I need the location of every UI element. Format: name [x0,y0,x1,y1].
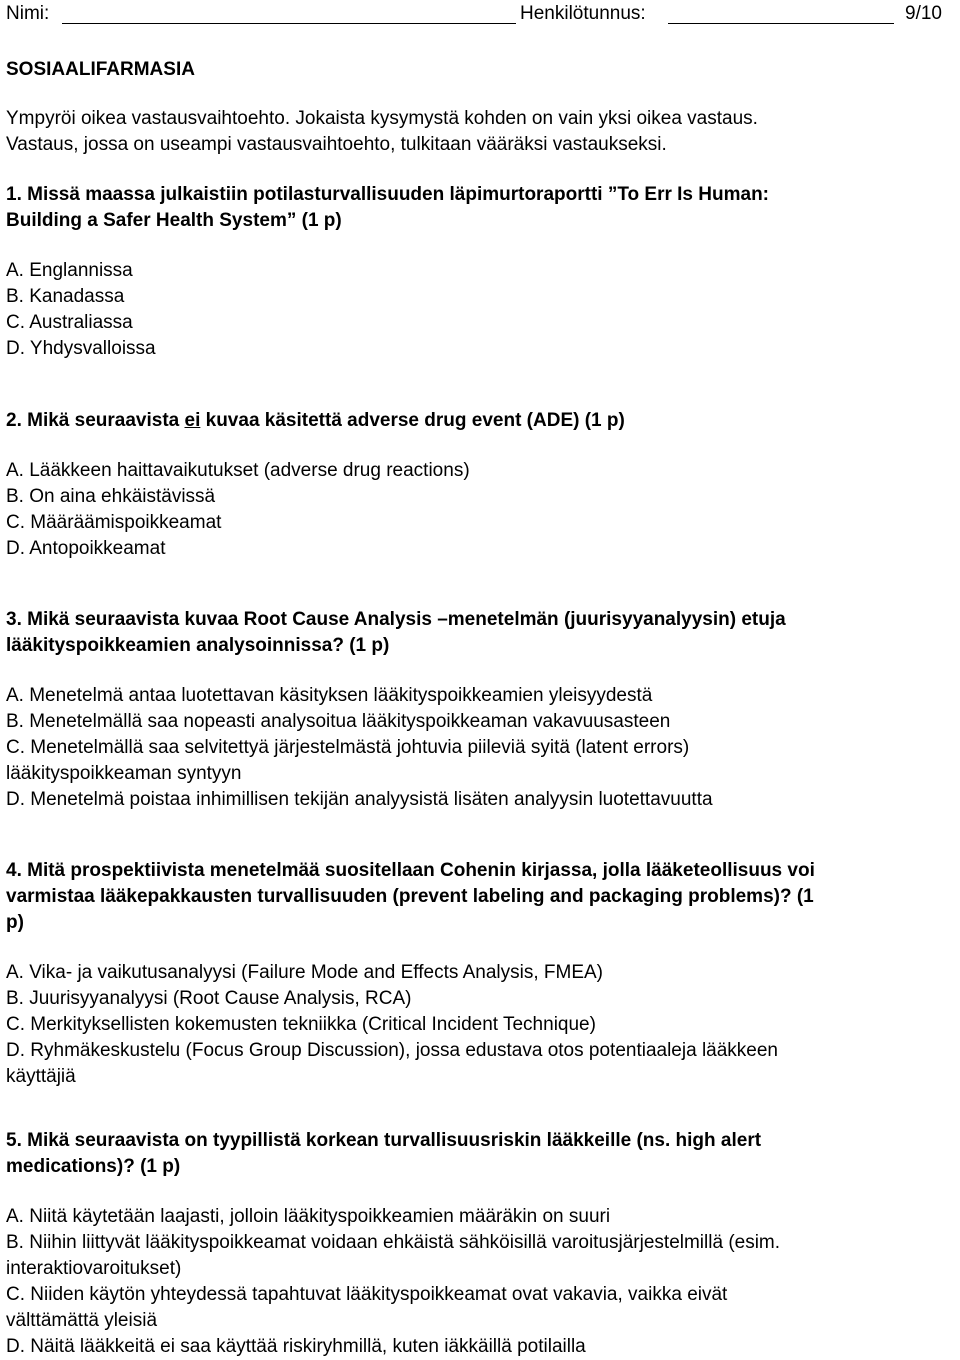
question-line: 4. Mitä prospektiivista menetelmää suositellaan Cohenin kirjassa, jolla lääketeollisuus voi [6,860,815,881]
answer-option[interactable]: B. Niihin liittyvät lääkityspoikkeamat voidaan ehkäistä sähköisillä varoitusjärjestelmillä (esim. [6,1232,781,1253]
answer-options [6,683,956,813]
page-header [6,2,942,26]
question-line: varmistaa lääkepakkausten turvallisuuden (prevent labeling and packaging problems)? (1 [6,886,814,907]
id-label: Henkilötunnus: [520,3,646,24]
question-line: p) [6,912,24,933]
question-line: 1. Missä maassa julkaistiin potilasturvallisuuden läpimurtoraportti ”To Err Is Human: [6,184,769,205]
id-line [668,23,894,24]
answer-option[interactable]: A. Englannissa [6,260,133,281]
instruction-line: Vastaus, jossa on useampi vastausvaihtoehto, tulkitaan vääräksi vastaukseksi. [6,134,667,155]
instructions [6,106,758,158]
name-line [62,23,516,24]
answer-option[interactable]: C. Menetelmällä saa selvitettyä järjestelmästä johtuvia piileviä syitä (latent errors) [6,737,690,758]
question-line: medications)? (1 p) [6,1156,181,1177]
question-text [6,1128,956,1180]
answer-option[interactable]: A. Vika- ja vaikutusanalyysi (Failure Mode and Effects Analysis, FMEA) [6,962,603,983]
question-text [6,408,956,434]
name-label: Nimi: [6,3,50,24]
question-2 [6,408,956,562]
question-4 [6,858,956,1090]
question-text [6,858,956,936]
answer-option[interactable]: A. Niitä käytetään laajasti, jolloin lääkityspoikkeamien määräkin on suuri [6,1206,611,1227]
answer-option[interactable]: A. Menetelmä antaa luotettavan käsityksen lääkityspoikkeamien yleisyydestä [6,685,653,706]
answer-option[interactable]: D. Antopoikkeamat [6,538,166,559]
answer-option-continued[interactable]: välttämättä yleisiä [6,1310,158,1331]
answer-options [6,1204,956,1360]
question-1 [6,182,956,362]
answer-option-continued[interactable]: lääkityspoikkeaman syntyyn [6,763,242,784]
instruction-line: Ympyröi oikea vastausvaihtoehto. Jokaista kysymystä kohden on vain yksi oikea vastaus. [6,108,758,129]
answer-options [6,258,956,362]
answer-option[interactable]: C. Niiden käytön yhteydessä tapahtuvat lääkityspoikkeamat ovat vakavia, vaikka eivät [6,1284,728,1305]
answer-option[interactable]: D. Ryhmäkeskustelu (Focus Group Discussion), jossa edustava otos potentiaaleja lääkkeen [6,1040,778,1061]
page-title: SOSIAALIFARMASIA [6,59,195,80]
answer-option[interactable]: B. Kanadassa [6,286,125,307]
answer-option[interactable]: D. Yhdysvalloissa [6,338,156,359]
question-3 [6,607,956,813]
answer-option[interactable]: D. Menetelmä poistaa inhimillisen tekijän analyysistä lisäten analyysin luotettavuutta [6,789,713,810]
answer-option[interactable]: B. Juurisyyanalyysi (Root Cause Analysis, RCA) [6,988,412,1009]
question-line: 5. Mikä seuraavista on tyypillistä korkean turvallisuusriskin lääkkeille (ns. high alert [6,1130,762,1151]
question-line: Building a Safer Health System” (1 p) [6,210,342,231]
answer-options [6,458,956,562]
question-line: 3. Mikä seuraavista kuvaa Root Cause Analysis –menetelmän (juurisyyanalyysin) etuja [6,609,786,630]
question-line: lääkityspoikkeamien analysoinnissa? (1 p) [6,635,390,656]
answer-option[interactable]: C. Australiassa [6,312,133,333]
question-suffix: kuvaa käsitettä adverse drug event (ADE) (1 p) [200,410,625,431]
question-text [6,182,956,234]
answer-option-continued[interactable]: interaktiovaroitukset) [6,1258,182,1279]
question-5 [6,1128,956,1360]
answer-option[interactable]: C. Merkityksellisten kokemusten tekniikka (Critical Incident Technique) [6,1014,596,1035]
answer-option-continued[interactable]: käyttäjiä [6,1066,76,1087]
question-text [6,607,956,659]
answer-option[interactable]: B. On aina ehkäistävissä [6,486,216,507]
question-emphasis: ei [184,410,201,431]
question-prefix: 2. Mikä seuraavista [6,410,185,431]
answer-option[interactable]: A. Lääkkeen haittavaikutukset (adverse drug reactions) [6,460,470,481]
answer-option[interactable]: B. Menetelmällä saa nopeasti analysoitua lääkityspoikkeaman vakavuusasteen [6,711,671,732]
answer-options [6,960,956,1090]
answer-option[interactable]: D. Näitä lääkkeitä ei saa käyttää riskiryhmillä, kuten iäkkäillä potilailla [6,1336,586,1357]
page-number: 9/10 [905,3,942,24]
answer-option[interactable]: C. Määräämispoikkeamat [6,512,222,533]
